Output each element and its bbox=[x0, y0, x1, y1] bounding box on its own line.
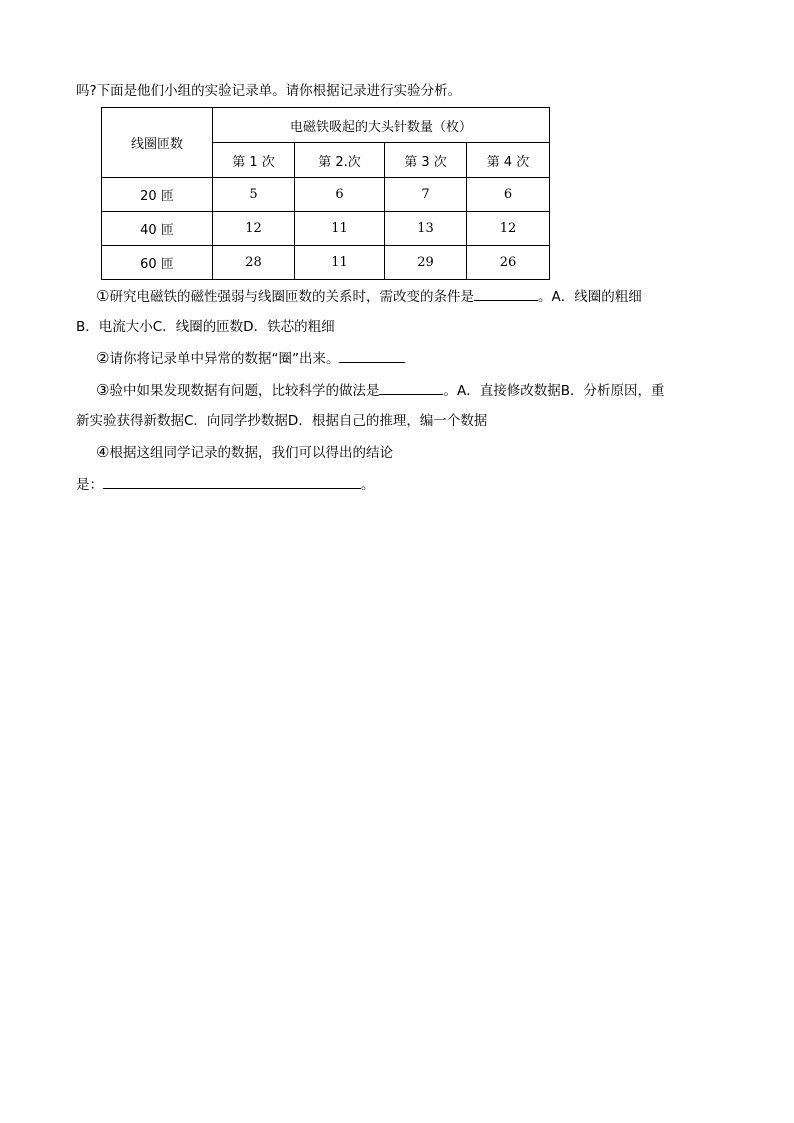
row-header-coil-turns: 线圈匝数 bbox=[102, 108, 213, 178]
question-1-options: B．电流大小C．线圈的匝数D．铁芯的粗细 bbox=[76, 319, 335, 335]
question-3-options: 新实验获得新数据C．向同学抄数据D．根据自己的推理，编一个数据 bbox=[76, 413, 488, 429]
question-4 bbox=[96, 442, 393, 463]
table-cell: 28 bbox=[213, 246, 295, 280]
table-cell: 29 bbox=[385, 246, 467, 280]
question-2 bbox=[96, 348, 405, 369]
question-1 bbox=[96, 286, 642, 307]
question-text: 研究电磁铁的磁性强弱与线圈匝数的关系时，需改变的条件是 bbox=[109, 289, 474, 305]
table-row bbox=[102, 246, 550, 280]
trial-header: 第 3 次 bbox=[385, 143, 467, 178]
question-number: ④ bbox=[96, 443, 110, 461]
answer-blank[interactable] bbox=[474, 286, 538, 301]
table-cell: 12 bbox=[467, 212, 550, 246]
group-header-pin-count: 电磁铁吸起的大头针数量（枚） bbox=[213, 108, 550, 143]
table-cell: 11 bbox=[295, 246, 385, 280]
table-cell: 13 bbox=[385, 212, 467, 246]
row-label: 60 匝 bbox=[102, 246, 213, 280]
row-label: 20 匝 bbox=[102, 178, 213, 212]
table-cell: 11 bbox=[295, 212, 385, 246]
answer-prefix: 是： bbox=[76, 477, 103, 493]
table-cell: 26 bbox=[467, 246, 550, 280]
table-cell: 7 bbox=[385, 178, 467, 212]
question-number: ② bbox=[96, 349, 110, 367]
question-text: 根据这组同学记录的数据，我们可以得出的结论 bbox=[109, 445, 393, 461]
experiment-record-table bbox=[101, 107, 550, 280]
table-cell: 6 bbox=[295, 178, 385, 212]
table-row bbox=[102, 178, 550, 212]
table-cell: 5 bbox=[213, 178, 295, 212]
question-text: 请你将记录单中异常的数据“圈”出来。 bbox=[109, 351, 340, 367]
trial-header: 第 1 次 bbox=[213, 143, 295, 178]
intro-text: 吗?下面是他们小组的实验记录单。请你根据记录进行实验分析。 bbox=[76, 83, 462, 99]
table-cell: 12 bbox=[213, 212, 295, 246]
table-cell: 6 bbox=[467, 178, 550, 212]
answer-blank[interactable] bbox=[379, 380, 443, 395]
answer-blank[interactable] bbox=[339, 348, 405, 363]
question-text: 验中如果发现数据有问题，比较科学的做法是 bbox=[109, 383, 380, 399]
question-3 bbox=[96, 380, 664, 401]
trial-header: 第 4 次 bbox=[467, 143, 550, 178]
question-number: ③ bbox=[96, 381, 110, 399]
question-options: 。A．线圈的粗细 bbox=[537, 289, 642, 305]
table-row bbox=[102, 212, 550, 246]
trial-header: 第 2.次 bbox=[295, 143, 385, 178]
question-options: 。A．直接修改数据B．分析原因，重 bbox=[443, 383, 665, 399]
answer-blank[interactable] bbox=[103, 474, 361, 489]
answer-suffix: 。 bbox=[361, 477, 375, 493]
question-4-answer-line bbox=[76, 474, 375, 495]
question-number: ① bbox=[96, 287, 110, 305]
row-label: 40 匝 bbox=[102, 212, 213, 246]
